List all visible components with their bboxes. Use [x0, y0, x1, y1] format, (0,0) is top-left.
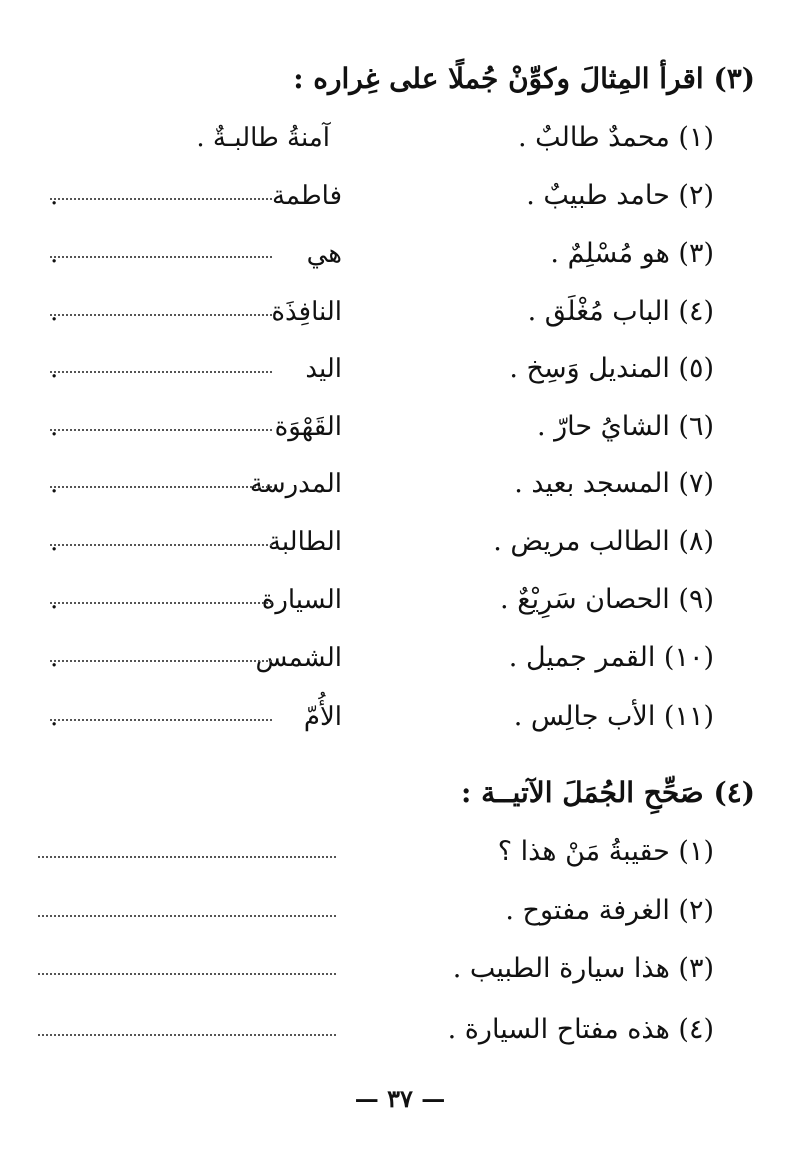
answer-blank[interactable]	[50, 602, 272, 604]
correction-blank[interactable]	[38, 973, 336, 975]
correction-blank[interactable]	[38, 1034, 336, 1036]
answer-blank[interactable]	[50, 256, 272, 258]
answer-blank[interactable]	[50, 198, 272, 200]
blank-period: .	[50, 412, 59, 442]
answer-blank[interactable]	[50, 719, 272, 721]
item-cue-word: السيارة	[261, 585, 342, 615]
item-sentence: (٧) المسجد بعيد .	[514, 468, 714, 499]
item-cue-word: اليد	[305, 354, 342, 384]
blank-period: .	[50, 527, 59, 557]
item-cue-word: القَهْوَة	[274, 412, 342, 442]
item-sentence: (١١) الأب جالِس .	[513, 701, 714, 732]
blank-period: .	[50, 643, 59, 673]
answer-blank[interactable]	[50, 314, 272, 316]
example-sentence: (١) محمدٌ طالبٌ .	[517, 122, 714, 153]
item-sentence: (٨) الطالب مريض .	[493, 526, 714, 557]
blank-period: .	[50, 702, 59, 732]
exercise-3-item-7	[0, 462, 800, 506]
exercise-3-item-9	[0, 578, 800, 622]
exercise-3-item-6	[0, 405, 800, 449]
blank-period: .	[50, 585, 59, 615]
item-cue-word: الأُمّ	[303, 702, 342, 732]
blank-period: .	[50, 354, 59, 384]
example-row	[0, 116, 800, 160]
item-sentence: (٢) الغرفة مفتوح .	[505, 895, 714, 926]
item-sentence: (٢) حامد طبيبٌ .	[526, 180, 714, 211]
correction-blank[interactable]	[38, 856, 336, 858]
item-sentence: (٤) الباب مُغْلَق .	[527, 296, 714, 327]
item-cue-word: هي	[306, 239, 342, 269]
answer-blank[interactable]	[50, 371, 272, 373]
exercise-3-item-8	[0, 520, 800, 564]
item-cue-word: الشمس	[255, 643, 342, 673]
item-cue-word: المدرسة	[249, 469, 342, 499]
item-sentence: (٥) المنديل وَسِخ .	[509, 353, 714, 384]
answer-blank[interactable]	[50, 486, 272, 488]
exercise-4-item-2	[0, 889, 800, 933]
exercise-4-item-1	[0, 830, 800, 874]
answer-blank[interactable]	[50, 429, 272, 431]
blank-period: .	[50, 181, 59, 211]
item-sentence: (٣) هذا سيارة الطبيب .	[452, 953, 714, 984]
item-sentence: (٦) الشايُ حارّ .	[536, 411, 714, 442]
page-number: — ٣٧ —	[354, 1084, 446, 1113]
exercise-3-item-2	[0, 174, 800, 218]
correction-blank[interactable]	[38, 915, 336, 917]
item-sentence: (٣) هو مُسْلِمٌ .	[550, 238, 714, 269]
exercise-3-item-3	[0, 232, 800, 276]
blank-period: .	[50, 297, 59, 327]
exercise-3-heading: (٣) اقرأ المِثالَ وكوِّنْ جُملًا على غِراره :	[293, 62, 755, 95]
item-cue-word: فاطمة	[271, 181, 342, 211]
exercise-3-item-4	[0, 290, 800, 334]
answer-blank[interactable]	[50, 660, 272, 662]
exercise-3-item-5	[0, 347, 800, 391]
answer-blank[interactable]	[50, 544, 272, 546]
exercise-4-item-4	[0, 1008, 800, 1052]
item-sentence: (٤) هذه مفتاح السيارة .	[447, 1014, 714, 1045]
blank-period: .	[50, 469, 59, 499]
exercise-3-item-10	[0, 636, 800, 680]
blank-period: .	[50, 239, 59, 269]
item-cue-word: الطالبة	[267, 527, 342, 557]
exercise-4-heading: (٤) صَحِّحِ الجُمَلَ الآتيــة :	[461, 776, 755, 809]
exercise-3-item-11	[0, 695, 800, 739]
example-answer: آمنةُ طالبـةٌ .	[196, 123, 330, 153]
item-sentence: (١) حقيبةُ مَنْ هذا ؟	[497, 836, 714, 867]
item-cue-word: النافِذَة	[271, 297, 342, 327]
item-sentence: (١٠) القمر جميل .	[508, 642, 714, 673]
item-sentence: (٩) الحصان سَرِيْعٌ .	[500, 584, 714, 615]
exercise-4-item-3	[0, 947, 800, 991]
